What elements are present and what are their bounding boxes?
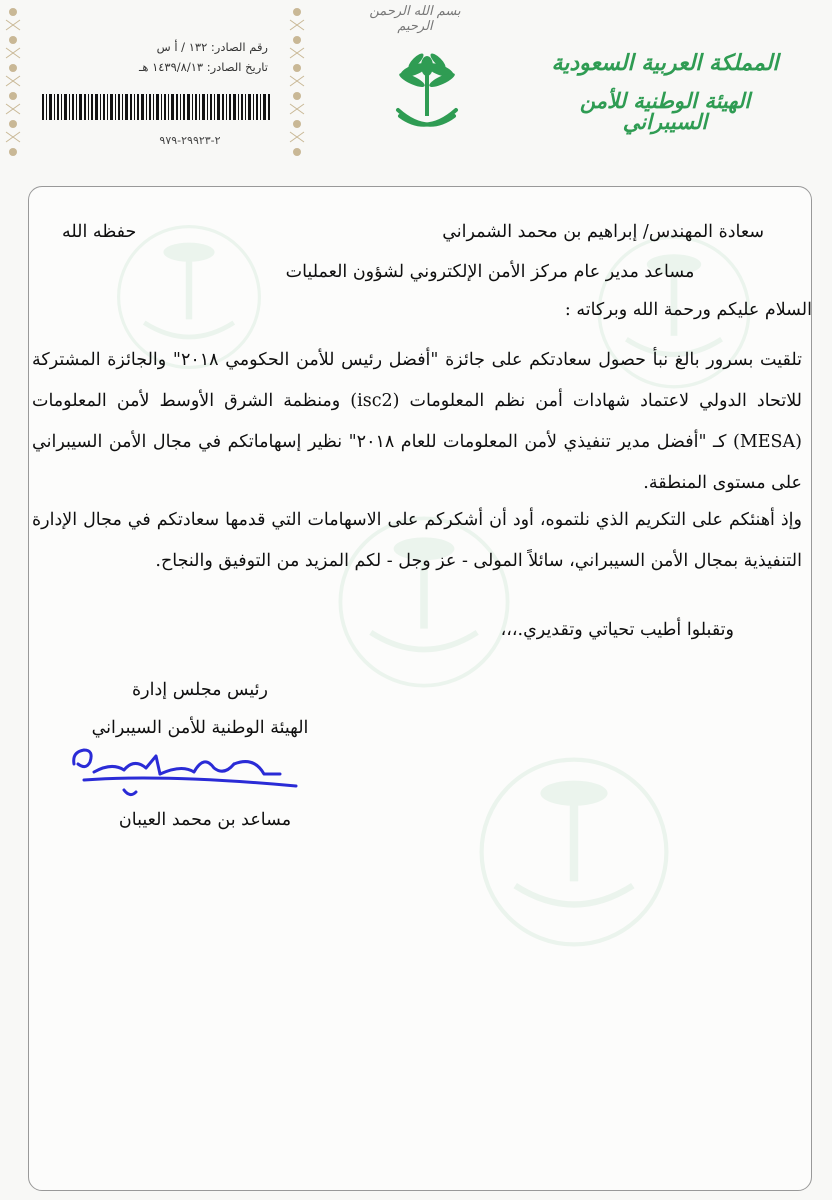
greeting: السلام عليكم ورحمة الله وبركاته :	[564, 300, 812, 320]
basmala: بسم الله الرحمن الرحيم	[369, 4, 461, 34]
decorative-border-left	[0, 0, 26, 170]
kingdom-name: المملكة العربية السعودية	[551, 50, 779, 76]
signatory-role-line1: رئيس مجلس إدارة	[132, 680, 268, 700]
letter-paragraph-2: وإذ أهنئكم على التكريم الذي نلتموه، أود أن أشكركم على الاسهامات التي قدمها سعادتكم في مجال الإدارة التنفيذية بمجال الأمن السيبراني، سائلاً المولى - عز وجل - لكم المزيد من التوفيق والنجاح.	[32, 510, 802, 571]
closing-line: وتقبلوا أطيب تحياتي وتقديري.،،،	[500, 620, 734, 640]
barcode-number: ٢-٢٩٩٢٣-٩٧٩	[159, 134, 221, 147]
handwritten-signature	[64, 734, 314, 804]
recipient-position: مساعد مدير عام مركز الأمن الإلكتروني لشؤون العمليات	[285, 262, 695, 282]
palm-swords-emblem-icon	[392, 50, 462, 140]
watermark-emblem-icon	[469, 747, 679, 957]
recipient-honorific: حفظه الله	[62, 222, 137, 242]
signatory-role-line2: الهيئة الوطنية للأمن السيبراني	[91, 718, 309, 738]
decorative-border-right	[284, 0, 310, 170]
issue-info-box	[30, 30, 280, 165]
issue-date: تاريخ الصادر: ١٤٣٩/٨/١٣ هـ	[138, 60, 268, 74]
barcode-icon	[42, 94, 270, 120]
recipient-title: سعادة المهندس/ إبراهيم بن محمد الشمراني	[442, 222, 764, 242]
letter-paragraph-1: تلقيت بسرور بالغ نبأ حصول سعادتكم على جائزة "أفضل رئيس للأمن الحكومي ٢٠١٨" والجائزة المشتركة للاتحاد الدولي لاعتماد شهادات أمن نظم المعلومات (isc2) ومنظمة الشرق الأوسط لأمن المعلومات (MESA) كـ "أفضل مدير تنفيذي لأمن المعلومات للعام ٢٠١٨" نظير إسهاماتكم في مجال الأمن السيبراني على مستوى المنطقة.	[32, 350, 803, 493]
authority-name: الهيئة الوطنية للأمن السيبراني	[579, 88, 751, 134]
issue-number: رقم الصادر: ١٣٢ / أ س	[156, 40, 268, 54]
signatory-name: مساعد بن محمد العيبان	[118, 810, 292, 830]
